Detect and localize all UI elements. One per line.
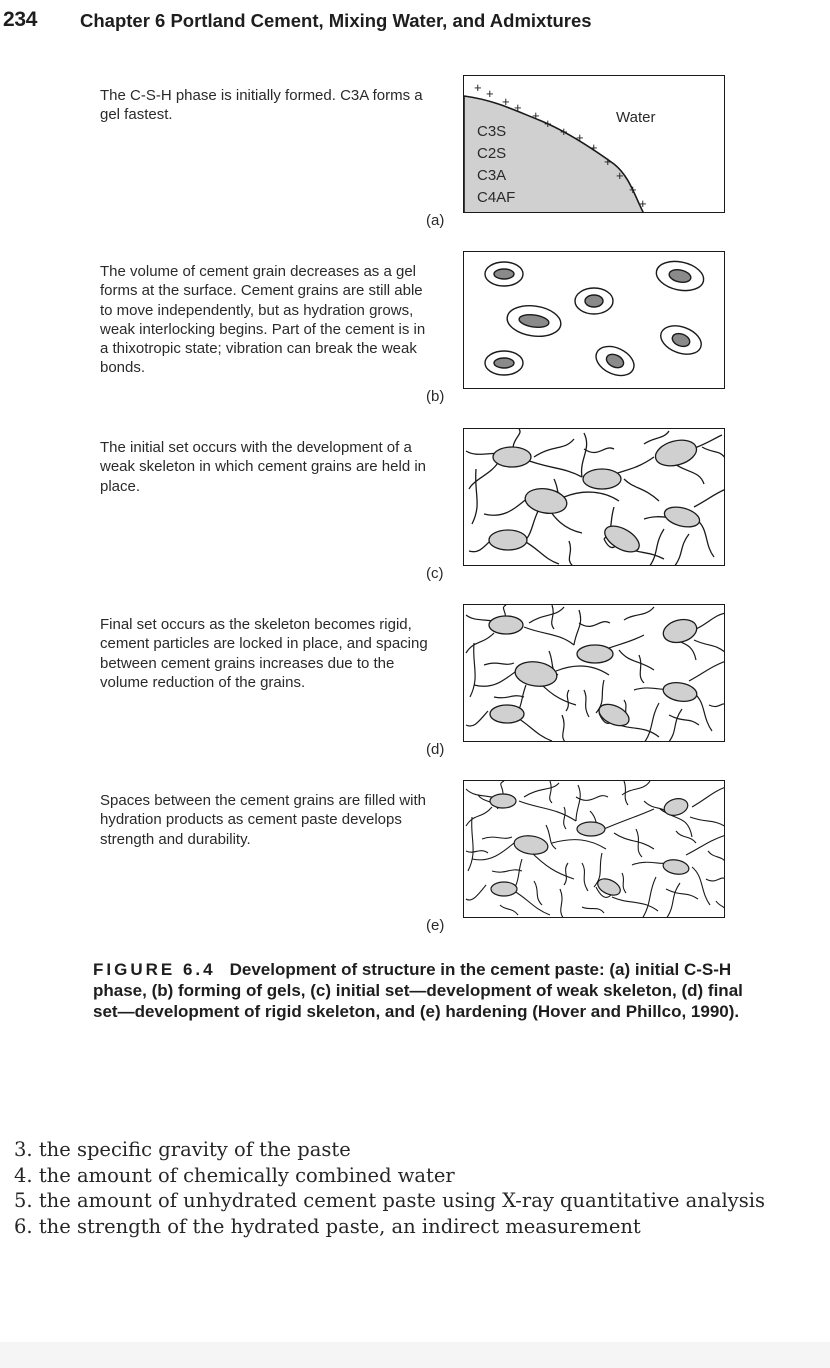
list-item-number: 6.	[14, 1214, 33, 1238]
page-bottom-strip	[0, 1342, 830, 1368]
compound-c2s: C2S	[477, 145, 507, 162]
panel-e-text: Spaces between the cement grains are filled with hydration products as cement paste develops strength and durability.	[100, 792, 427, 848]
chapter-title: Chapter 6 Portland Cement, Mixing Water, and Admixtures	[80, 10, 592, 31]
panel-b-diagram	[463, 251, 725, 389]
list-item-text: the amount of unhydrated cement paste using X-ray quantitative analysis	[38, 1189, 765, 1213]
panel-e-diagram	[463, 780, 725, 918]
page-header	[3, 8, 592, 32]
panel-b-label: (b)	[426, 388, 445, 405]
compound-c4af: C4AF	[477, 189, 516, 206]
panel-d-text: Final set occurs as the skeleton becomes rigid, cement particles are locked in place, and spacing between cement grains increases due to the volume reduction of the grains.	[100, 616, 428, 691]
initial-set-illustration	[464, 429, 725, 566]
list-item-text: the amount of chemically combined water	[38, 1163, 455, 1187]
panel-a-label: (a)	[426, 212, 445, 229]
list-item-text: the strength of the hydrated paste, an indirect measurement	[38, 1214, 641, 1238]
hardening-illustration	[464, 781, 725, 918]
panel-c-diagram	[463, 428, 725, 566]
numbered-list	[14, 1137, 765, 1239]
final-set-illustration	[464, 605, 725, 742]
svg-text:+: +	[590, 140, 598, 155]
compound-c3s: C3S	[477, 123, 507, 140]
panel-c-text: The initial set occurs with the development of a weak skeleton in which cement grains are held in place.	[100, 439, 427, 495]
svg-text:+: +	[514, 100, 522, 115]
list-item	[14, 1163, 765, 1189]
panel-a-text: The C-S-H phase is initially formed. C3A forms a gel fastest.	[100, 87, 423, 124]
panel-e-label: (e)	[426, 917, 445, 934]
svg-text:+: +	[532, 108, 540, 123]
caption-text: Development of structure in the cement paste: (a) initial C-S-H phase, (b) forming of gels, (c) initial set—development of weak skeleton, (d) final set—development of rigid skeleton, and (e) hardening (Hover and Phillco, 1990).	[93, 960, 743, 1021]
panel-a-diagram	[463, 75, 725, 213]
panel-c-label: (c)	[426, 565, 444, 582]
figure-caption	[93, 959, 753, 1022]
list-item	[14, 1214, 765, 1240]
list-item	[14, 1188, 765, 1214]
svg-text:+: +	[544, 116, 552, 131]
list-item-number: 4.	[14, 1163, 33, 1187]
panel-d-diagram	[463, 604, 725, 742]
svg-text:+: +	[474, 80, 482, 95]
figure-label: FIGURE 6.4	[93, 960, 216, 979]
list-item-number: 5.	[14, 1189, 33, 1213]
list-item-number: 3.	[14, 1138, 33, 1161]
gel-forming-illustration	[464, 252, 725, 389]
svg-text:+: +	[486, 86, 494, 101]
panel-b-text: The volume of cement grain decreases as a gel forms at the surface. Cement grains are still able to move independently, but as hydration grows, weak interlocking begins. Part of the cement is in a thixotropic state; vibration can break the weak bonds.	[100, 263, 426, 377]
svg-text:+: +	[639, 196, 647, 211]
panel-d-label: (d)	[426, 741, 445, 758]
list-item-text: the specific gravity of the paste	[38, 1138, 351, 1161]
svg-text:+: +	[616, 168, 624, 183]
csh-phase-illustration	[464, 76, 725, 213]
svg-text:+: +	[604, 154, 612, 169]
svg-text:+: +	[560, 124, 568, 139]
page-number: 234	[3, 8, 38, 31]
svg-text:+: +	[576, 130, 584, 145]
list-item	[14, 1137, 765, 1163]
svg-text:+: +	[629, 182, 637, 197]
compound-c3a: C3A	[477, 167, 507, 184]
svg-text:+: +	[502, 94, 510, 109]
water-label: Water	[616, 109, 656, 126]
